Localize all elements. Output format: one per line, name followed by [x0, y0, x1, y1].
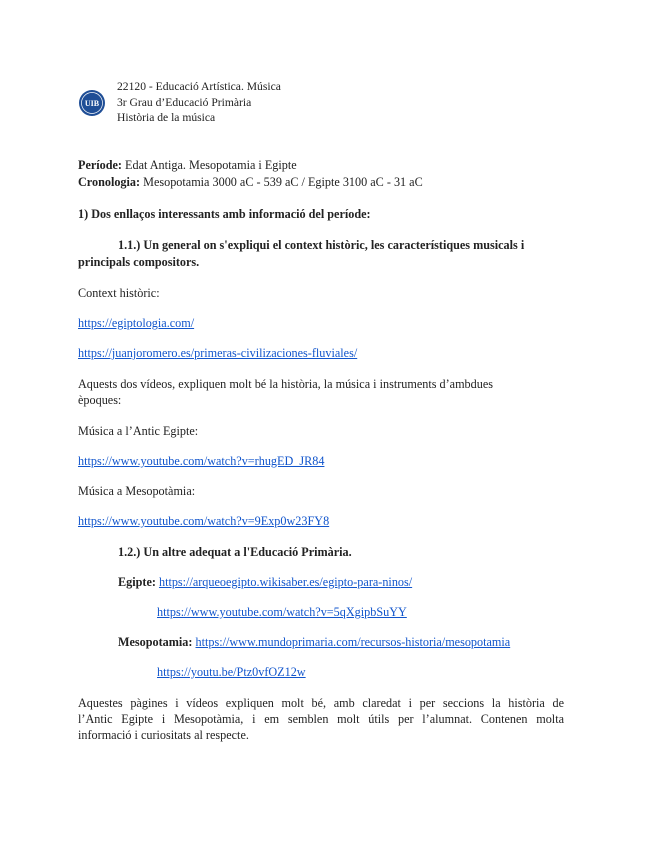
link-arqueoegipto[interactable]: https://arqueoegipto.wikisaber.es/egipto-para-ninos/ [158, 575, 413, 589]
cronologia-label: Cronologia: [78, 175, 141, 189]
mesopotamia-music-label: Música a Mesopotàmia: [78, 484, 196, 498]
link-mundoprimaria[interactable]: https://www.mundoprimaria.com/recursos-historia/mesopotamia [195, 635, 511, 649]
link-youtube-mesopotamia[interactable]: https://www.youtube.com/watch?v=9Exp0w23FY8 [78, 514, 330, 528]
closing-paragraph-a: Aquestes pàgines i vídeos expliquen molt bé, amb claredat i per seccions la història de [78, 696, 564, 710]
egipte-music-label: Música a l’Antic Egipte: [78, 424, 199, 438]
context-label: Context històric: [78, 286, 160, 300]
videos-intro-b: èpoques: [78, 393, 122, 407]
uib-logo-icon [78, 89, 106, 117]
subsection-1-1-title-b: principals compositors. [78, 255, 200, 269]
egipte-primaria-label: Egipte: [118, 575, 156, 589]
document-header [78, 79, 478, 129]
subsection-1-1-title-a: 1.1.) Un general on s'expliqui el context històric, les característiques musicals i [118, 238, 525, 252]
mesopotamia-primaria-label: Mesopotamia: [118, 635, 193, 649]
cronologia-line [78, 175, 564, 190]
periode-label: Període: [78, 158, 122, 172]
link-egiptologia[interactable]: https://egiptologia.com/ [78, 316, 195, 330]
subsection-1-2-title: 1.2.) Un altre adequat a l'Educació Primària. [118, 545, 352, 559]
uib-logo-text: UIB [84, 99, 100, 108]
closing-paragraph-b: l’Antic Egipte i Mesopotàmia, i em semblen molt útils per l’alumnat. Contenen molta [78, 712, 564, 726]
link-juanjoromero[interactable]: https://juanjoromero.es/primeras-civilizaciones-fluviales/ [78, 346, 358, 360]
egipte-primaria-line [118, 575, 564, 590]
link-youtube-egipte-ninos[interactable]: https://www.youtube.com/watch?v=5qXgipbSuYY [157, 605, 407, 619]
subject-name: Història de la música [117, 111, 216, 124]
degree-name: 3r Grau d’Educació Primària [117, 95, 252, 109]
header-text [117, 79, 281, 126]
link-youtube-egipte[interactable]: https://www.youtube.com/watch?v=rhugED_JR84 [78, 454, 325, 468]
cronologia-value: Mesopotamia 3000 aC - 539 aC / Egipte 3100 aC - 31 aC [140, 175, 423, 189]
section-1-title: 1) Dos enllaços interessants amb informació del període: [78, 207, 371, 221]
periode-value: Edat Antiga. Mesopotamia i Egipte [122, 158, 297, 172]
link-youtu-be[interactable]: https://youtu.be/Ptz0vfOZ12w [157, 665, 306, 679]
periode-line [78, 158, 564, 173]
closing-paragraph-c: informació i curiositats al respecte. [78, 728, 249, 742]
videos-intro-a: Aquests dos vídeos, expliquen molt bé la història, la música i instruments d’ambdues [78, 377, 493, 391]
mesopotamia-primaria-line [118, 635, 564, 650]
course-code: 22120 - Educació Artística. Música [117, 80, 281, 93]
